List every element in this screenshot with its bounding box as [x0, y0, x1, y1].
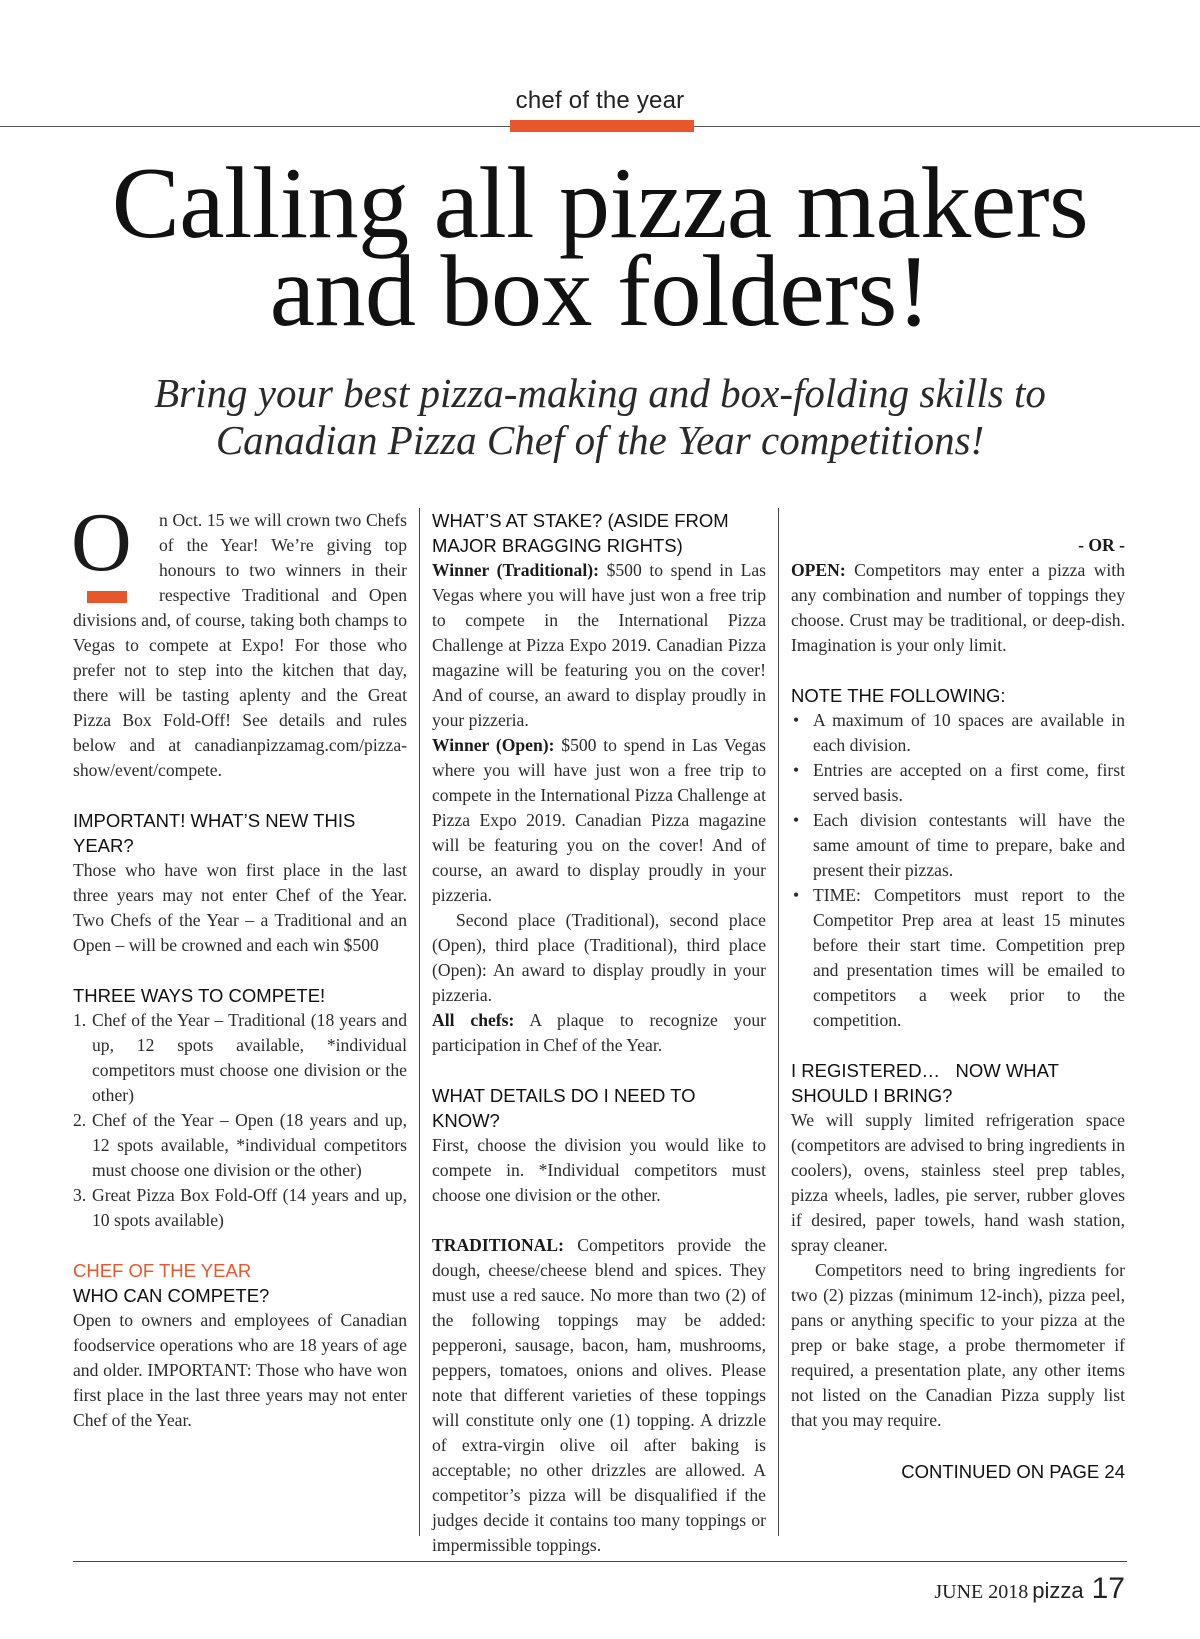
- three-ways-heading: THREE WAYS TO COMPETE!: [73, 985, 326, 1006]
- note-list: [791, 708, 1125, 1033]
- headline-line-2: and box folders!: [269, 235, 931, 348]
- page-footer: [934, 1572, 1125, 1606]
- registered-text-1: We will supply limited refrigeration space (competitors are advised to bring ingredients in coolers), ovens, stainless steel prep tables, pizza wheels, ladles, pie server, rubber gloves if desired, paper towels, hand wash station, spray cleaner.: [791, 1110, 1125, 1255]
- column-divider: [778, 508, 779, 1536]
- stake-heading: WHAT’S AT STAKE? (ASIDE FROM MAJOR BRAGGING RIGHTS): [432, 510, 729, 556]
- headline-line-1: Calling all pizza makers: [111, 147, 1089, 260]
- whats-new-heading: IMPORTANT! WHAT’S NEW THIS YEAR?: [73, 810, 356, 856]
- winner-open-paragraph: Winner (Open): $500 to spend in Las Vegas where you will have just won a free trip to compete in the International Pizza Challenge at Pizza Expo 2019. Canadian Pizza magazine will be featuring you on the cover! And of course, an award to display proudly in your pizzeria.: [432, 735, 766, 905]
- list-item: • TIME: Competitors must report to the Competitor Prep area at least 15 minutes before their start time. Competition prep and presentation times will be emailed to competitors a week prior to the competition.: [793, 885, 1125, 1030]
- who-can-compete-kicker: CHEF OF THE YEAR: [73, 1260, 252, 1281]
- magazine-name: pizza: [1032, 1578, 1084, 1603]
- list-item: 3. Great Pizza Box Fold-Off (14 years and up, 10 spots available): [73, 1185, 407, 1230]
- list-item: 2. Chef of the Year – Open (18 years and up, 12 spots available, *individual competitors must choose one division or the other): [73, 1110, 407, 1180]
- who-can-compete-heading: WHO CAN COMPETE?: [73, 1285, 270, 1306]
- who-can-compete-text: Open to owners and employees of Canadian foodservice operations who are 18 years of age and older. IMPORTANT: Those who have won first place in the last three years may not enter Chef of the Year.: [73, 1310, 407, 1430]
- headline: [40, 147, 1160, 348]
- column-1: [71, 496, 407, 1433]
- subheadline: [60, 370, 1140, 464]
- note-heading: NOTE THE FOLLOWING:: [791, 685, 1006, 706]
- section-accent-bar: [510, 120, 694, 132]
- runner-up-paragraph: Second place (Traditional), second place (Open), third place (Traditional), third place (Open): An award to display proudly in your pizzeria.: [432, 910, 766, 1005]
- subheadline-line-2: Canadian Pizza Chef of the Year competitions!: [215, 417, 985, 463]
- issue-date: JUNE 2018: [934, 1581, 1029, 1603]
- column-3: [791, 508, 1125, 1484]
- list-item: • Each division contestants will have the same amount of time to prepare, bake and present their pizzas.: [793, 810, 1125, 880]
- list-item: • Entries are accepted on a first come, first served basis.: [793, 760, 1125, 805]
- list-item: 1. Chef of the Year – Traditional (18 years and up, 12 spots available, *individual competitors must choose one division or the other): [73, 1010, 407, 1105]
- open-rules-paragraph: OPEN: Competitors may enter a pizza with any combination and number of toppings they choose. Crust may be traditional, or deep-dish. Imagination is your only limit.: [791, 560, 1125, 655]
- registered-heading: I REGISTERED… NOW WHAT SHOULD I BRING?: [791, 1060, 1064, 1106]
- footer-rule: [73, 1561, 1127, 1562]
- three-ways-list: [73, 1008, 407, 1233]
- intro-paragraph: [71, 496, 407, 783]
- all-chefs-paragraph: All chefs: A plaque to recognize your participation in Chef of the Year.: [432, 1010, 766, 1055]
- continued-link[interactable]: CONTINUED ON PAGE 24: [901, 1461, 1125, 1482]
- details-heading: WHAT DETAILS DO I NEED TO KNOW?: [432, 1085, 696, 1131]
- registered-text-2: Competitors need to bring ingredients for two (2) pizzas (minimum 12-inch), pizza peel, pans or anything specific to your pizza at the prep or bake stage, a probe thermometer if required, a presentation plate, any other items not listed on the Canadian Pizza supply list that you may require.: [791, 1260, 1125, 1430]
- drop-cap-accent-bar: [87, 591, 127, 603]
- traditional-rules-paragraph: TRADITIONAL: Competitors provide the dough, cheese/cheese blend and spices. They must use a red sauce. No more than two (2) of the following toppings may be added: pepperoni, sausage, bacon, ham, mushrooms, peppers, tomatoes, onions and olives. Please note that different varieties of these toppings will constitute only one (1) topping. A drizzle of extra-virgin olive oil after baking is acceptable; no other drizzles are allowed. A competitor’s pizza will be disqualified if the judges decide it contains too many toppings or impermissible toppings.: [432, 1235, 766, 1555]
- section-label: chef of the year: [515, 87, 685, 114]
- page-number: 17: [1091, 1572, 1125, 1605]
- subheadline-line-1: Bring your best pizza-making and box-folding skills to: [154, 370, 1046, 416]
- drop-cap-letter: O: [71, 496, 132, 589]
- intro-text: n Oct. 15 we will crown two Chefs of the Year! We’re giving top honours to two winners in their respective Traditional and Open divisions and, of course, taking both champs to Vegas to compete at Expo! For those who prefer not to step into the kitchen that day, there will be tasting aplenty and the Great Pizza Box Fold-Off! See details and rules below and at canadianpizzamag.com/pizza-show/event/compete.: [73, 510, 407, 780]
- whats-new-text: Those who have won first place in the last three years may not enter Chef of the Year. Two Chefs of the Year – a Traditional and an Open – will be crowned and each win $500: [73, 860, 407, 955]
- details-text: First, choose the division you would like to compete in. *Individual competitors must choose one division or the other.: [432, 1135, 766, 1205]
- drop-cap: [71, 496, 155, 608]
- list-item: • A maximum of 10 spaces are available in each division.: [793, 710, 1125, 755]
- column-2: [432, 508, 766, 1558]
- or-separator: - OR -: [1078, 535, 1125, 555]
- winner-traditional-paragraph: Winner (Traditional): $500 to spend in Las Vegas where you will have just won a free trip to compete in the International Pizza Challenge at Pizza Expo 2019. Canadian Pizza magazine will be featuring you on the cover! And of course, an award to display proudly in your pizzeria.: [432, 560, 767, 730]
- column-divider: [419, 508, 420, 1536]
